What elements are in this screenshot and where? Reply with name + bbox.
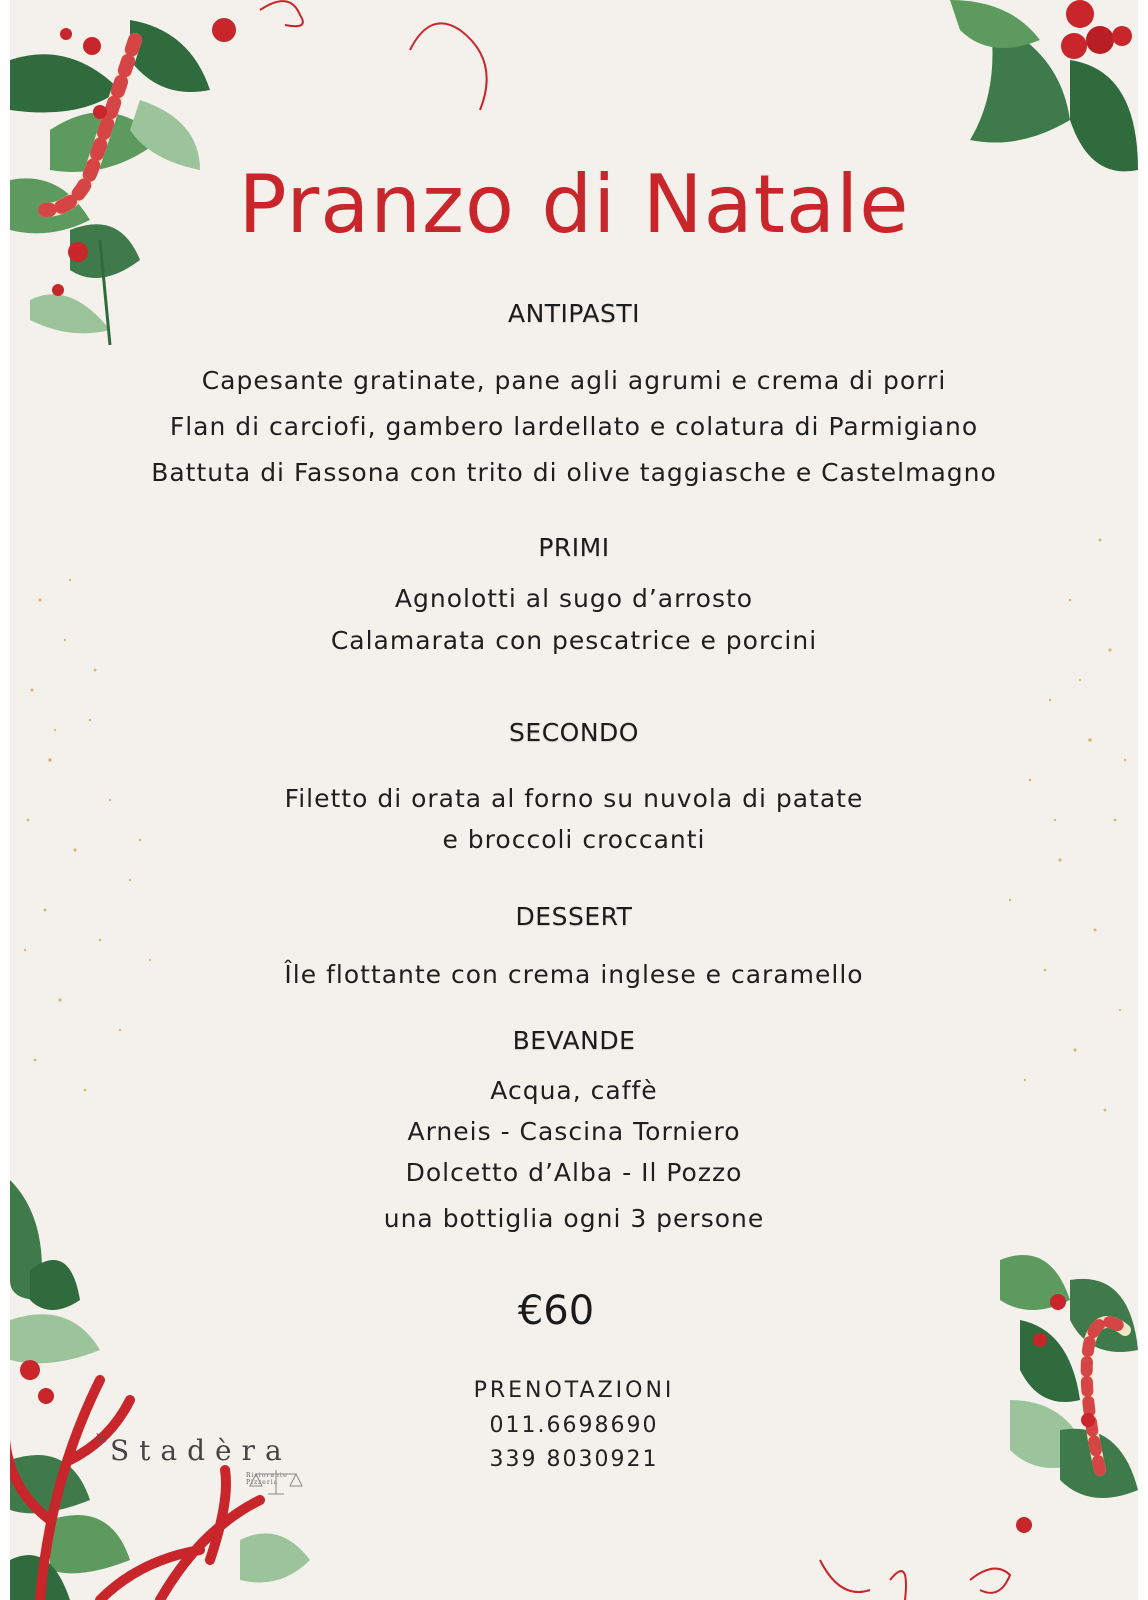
menu-item: Filetto di orata al forno su nuvola di patate [284,784,864,813]
logo-subtitle-line2: Pizzeria [246,1479,279,1486]
logo-subtitle-line1: Ristorante [246,1472,288,1479]
section-heading-secondo: SECONDO [509,718,639,747]
bottom-ribbon-swirl [820,1560,1010,1600]
menu-item: e broccoli croccanti [442,825,706,854]
menu-item: Capesante gratinate, pane agli agrumi e crema di porri [201,366,947,395]
menu-item: Calamarata con pescatrice e porcini [330,626,818,655]
menu-title: Pranzo di Natale [238,158,910,251]
bookings-label: PRENOTAZIONI [473,1378,675,1403]
menu-item: Flan di carciofi, gambero lardellato e colatura di Parmigiano [169,412,979,441]
section-heading-primi: PRIMI [538,533,610,562]
menu-item: Île flottante con crema inglese e caramello [284,960,864,989]
menu-page [10,0,1138,1600]
scale-icon [246,1466,306,1498]
section-heading-antipasti: ANTIPASTI [507,299,641,328]
logo-prefix: la [96,1432,107,1445]
menu-price: €60 [517,1288,595,1334]
menu-item: Acqua, caffè [490,1076,658,1105]
menu-item: una bottiglia ogni 3 persone [383,1204,765,1233]
section-heading-dessert: DESSERT [515,902,633,931]
logo-name: Stadèra [110,1434,292,1467]
section-heading-bevande: BEVANDE [512,1026,636,1055]
menu-item: Battuta di Fassona con trito di olive taggiasche e Castelmagno [151,458,997,487]
top-ribbon-swirl [260,1,487,110]
menu-item: Dolcetto d’Alba - Il Pozzo [405,1158,743,1187]
restaurant-logo [96,1430,316,1500]
top-right-holly-decoration [950,0,1138,171]
phone-number[interactable]: 011.6698690 [489,1413,659,1438]
phone-number[interactable]: 339 8030921 [489,1447,659,1472]
menu-item: Agnolotti al sugo d’arrosto [394,584,754,613]
menu-item: Arneis - Cascina Torniero [407,1117,741,1146]
